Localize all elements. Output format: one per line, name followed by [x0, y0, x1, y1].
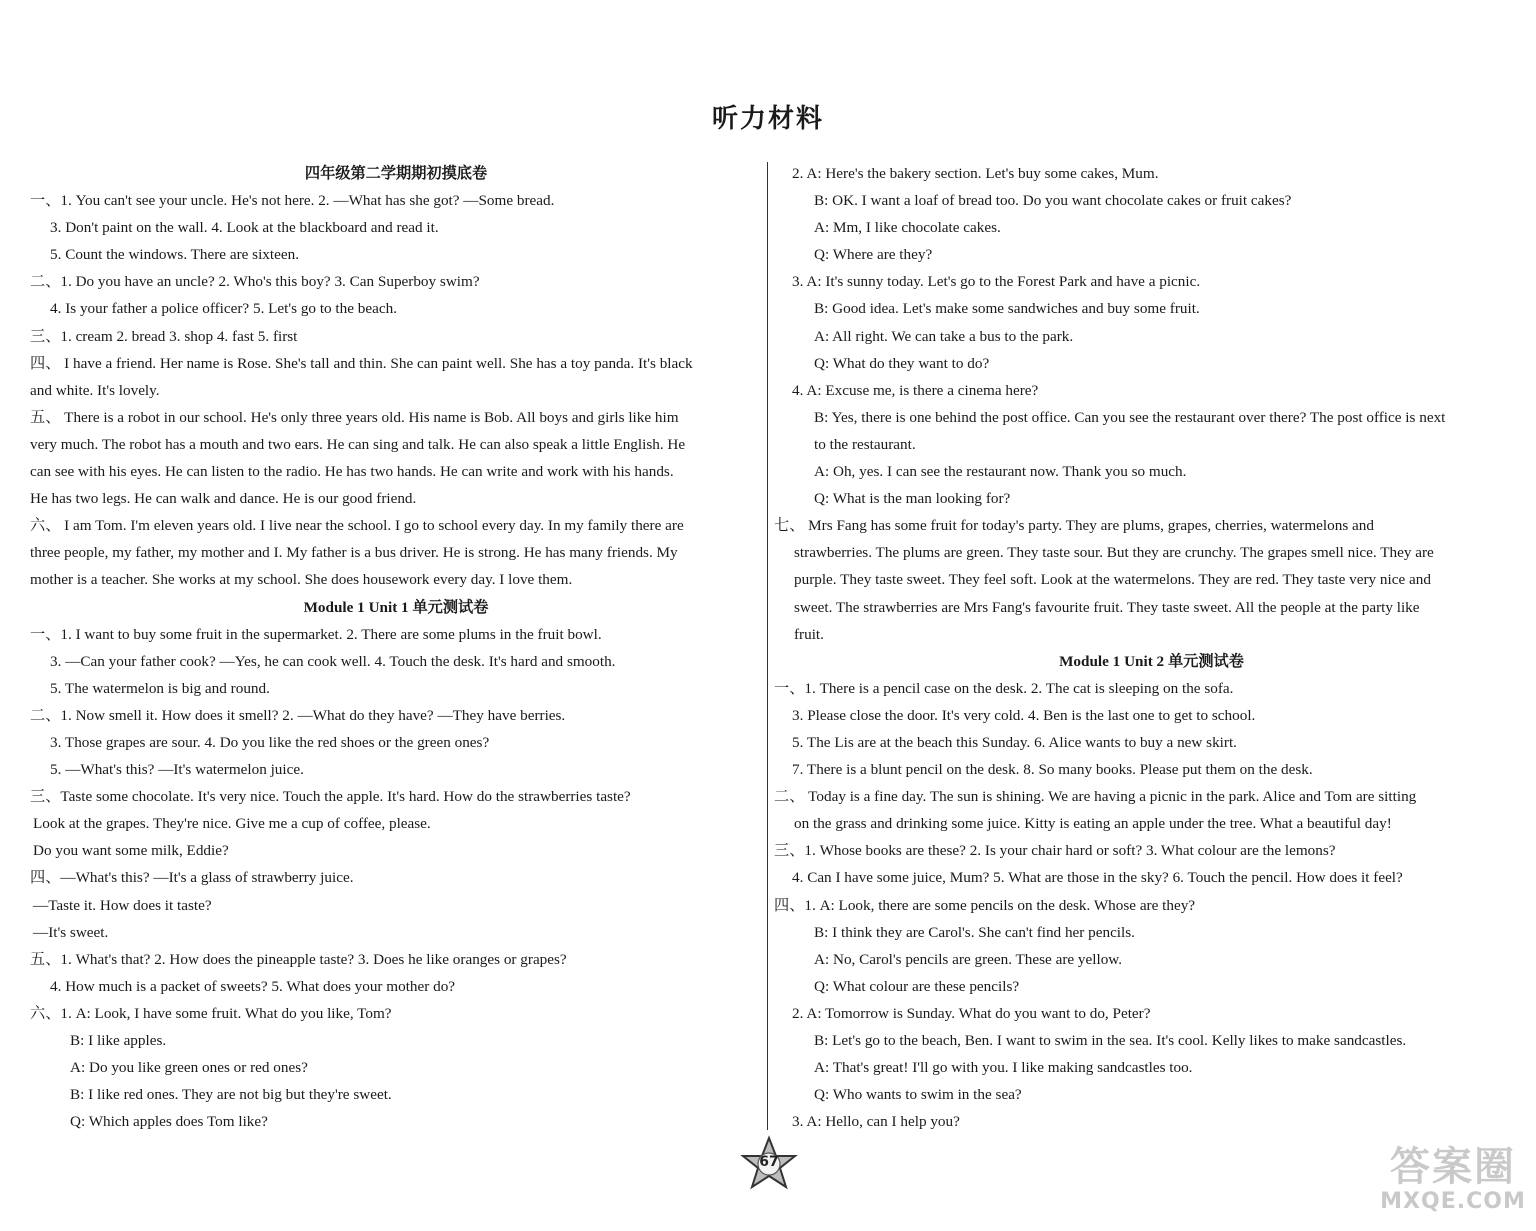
text-line: B: OK. I want a loaf of bread too. Do you want chocolate cakes or fruit cakes? [814, 192, 1292, 210]
text-line: —Taste it. How does it taste? [33, 896, 212, 914]
text-line: A: Mm, I like chocolate cakes. [814, 219, 1001, 237]
text-line: 4. Can I have some juice, Mum? 5. What are those in the sky? 6. Touch the pencil. How does it feel? [792, 869, 1403, 887]
text-line: 二、 Today is a fine day. The sun is shining. We are having a picnic in the park. Alice and Tom are sitting [774, 788, 1417, 806]
text-line: 四、—What's this? —It's a glass of strawberry juice. [30, 869, 354, 887]
text-line: very much. The robot has a mouth and two ears. He can sing and talk. He can also speak a little English. He [30, 435, 686, 453]
text-line: can see with his eyes. He can listen to the radio. He has two hands. He can write and work with his hands. [30, 463, 674, 481]
text-line: A: Oh, yes. I can see the restaurant now. Thank you so much. [814, 463, 1187, 481]
text-line: 三、1. Whose books are these? 2. Is your chair hard or soft? 3. What colour are the lemons? [774, 842, 1336, 860]
text-line: 三、Taste some chocolate. It's very nice. Touch the apple. It's hard. How do the strawberries taste? [30, 788, 631, 806]
text-line: 六、1. A: Look, I have some fruit. What do you like, Tom? [30, 1004, 392, 1022]
text-line: Q: What do they want to do? [814, 354, 990, 372]
text-line: 7. There is a blunt pencil on the desk. 8. So many books. Please put them on the desk. [792, 761, 1313, 779]
text-line: B: Good idea. Let's make some sandwiches and buy some fruit. [814, 300, 1200, 318]
text-line: 3. —Can your father cook? —Yes, he can cook well. 4. Touch the desk. It's hard and smooth. [50, 652, 616, 670]
text-line: 四、1. A: Look, there are some pencils on the desk. Whose are they? [774, 896, 1196, 914]
text-line: 七、 Mrs Fang has some fruit for today's party. They are plums, grapes, cherries, watermelons and [774, 517, 1374, 535]
text-line: and white. It's lovely. [30, 381, 160, 399]
text-line: 5. The Lis are at the beach this Sunday. 6. Alice wants to buy a new skirt. [792, 733, 1237, 751]
text-line: Q: Which apples does Tom like? [70, 1113, 268, 1131]
watermark-logo [1378, 1145, 1528, 1225]
text-line: 三、1. cream 2. bread 3. shop 4. fast 5. first [30, 327, 298, 345]
text-line: Q: What colour are these pencils? [814, 977, 1020, 995]
text-line: 3. Please close the door. It's very cold. 4. Ben is the last one to get to school. [792, 706, 1256, 724]
text-line: 2. A: Here's the bakery section. Let's buy some cakes, Mum. [792, 165, 1159, 182]
text-line: Q: Who wants to swim in the sea? [814, 1086, 1022, 1104]
text-line: strawberries. The plums are green. They taste sour. But they are crunchy. The grapes smell nice. They are [794, 544, 1434, 562]
column-divider [767, 162, 768, 1130]
watermark-seal: 答案圈 [1390, 1144, 1516, 1190]
text-line: 5. Count the windows. There are sixteen. [50, 246, 299, 264]
text-line: 2. A: Tomorrow is Sunday. What do you want to do, Peter? [792, 1004, 1151, 1022]
text-line: Q: What is the man looking for? [814, 490, 1011, 508]
section-heading: Module 1 Unit 2 单元测试卷 [1059, 652, 1244, 670]
text-line: —It's sweet. [33, 923, 109, 941]
section-heading: Module 1 Unit 1 单元测试卷 [303, 598, 489, 616]
text-line: purple. They taste sweet. They feel soft. Look at the watermelons. They are red. They taste very nice and [794, 571, 1431, 589]
text-line: B: Yes, there is one behind the post office. Can you see the restaurant over there? The post office is next [814, 408, 1446, 426]
text-line: 4. Is your father a police officer? 5. Let's go to the beach. [50, 300, 397, 318]
text-line: A: Do you like green ones or red ones? [70, 1059, 308, 1077]
page-number: 67 [759, 1154, 779, 1170]
text-line: 一、1. You can't see your uncle. He's not here. 2. —What has she got? —Some bread. [30, 192, 555, 210]
right-column [774, 160, 1529, 1135]
text-line: 二、1. Do you have an uncle? 2. Who's this boy? 3. Can Superboy swim? [30, 273, 480, 291]
text-line: 4. A: Excuse me, is there a cinema here? [792, 381, 1039, 399]
page-title: 听力材料 [711, 104, 824, 134]
text-line: 五、 There is a robot in our school. He's only three years old. His name is Bob. All boys and girls like him [30, 408, 679, 426]
left-column [30, 160, 762, 1135]
text-line: to the restaurant. [814, 435, 916, 453]
text-line: B: Let's go to the beach, Ben. I want to swim in the sea. It's cool. Kelly likes to make sandcastles. [814, 1032, 1407, 1049]
text-line: 五、1. What's that? 2. How does the pineapple taste? 3. Does he like oranges or grapes? [30, 950, 567, 968]
text-line: B: I think they are Carol's. She can't find her pencils. [814, 923, 1135, 941]
page-number-badge [740, 1135, 798, 1193]
text-line: 四、 I have a friend. Her name is Rose. She's tall and thin. She can paint well. She has a toy panda. It's black [30, 354, 693, 372]
text-line: 3. A: It's sunny today. Let's go to the Forest Park and have a picnic. [792, 273, 1201, 291]
text-line: fruit. [794, 625, 824, 643]
text-line: 六、 I am Tom. I'm eleven years old. I live near the school. I go to school every day. In my family there are [30, 517, 684, 535]
text-line: Look at the grapes. They're nice. Give me a cup of coffee, please. [33, 815, 431, 833]
text-line: He has two legs. He can walk and dance. He is our good friend. [30, 490, 417, 508]
text-line: B: I like red ones. They are not big but they're sweet. [70, 1086, 392, 1104]
text-line: mother is a teacher. She works at my school. She does housework every day. I love them. [30, 571, 573, 589]
text-line: Do you want some milk, Eddie? [33, 842, 229, 860]
text-line: 3. Don't paint on the wall. 4. Look at the blackboard and read it. [50, 219, 439, 237]
text-line: 3. A: Hello, can I help you? [792, 1113, 960, 1131]
text-line: sweet. The strawberries are Mrs Fang's favourite fruit. They taste sweet. All the people at the party like [794, 598, 1420, 616]
text-line: A: That's great! I'll go with you. I like making sandcastles too. [814, 1059, 1193, 1077]
text-line: 一、1. There is a pencil case on the desk. 2. The cat is sleeping on the sofa. [774, 679, 1234, 697]
watermark-url: MXQE.COM [1380, 1189, 1526, 1214]
text-line: Q: Where are they? [814, 246, 933, 264]
text-line: A: No, Carol's pencils are green. These are yellow. [814, 950, 1123, 968]
text-line: 5. —What's this? —It's watermelon juice. [50, 761, 304, 779]
text-line: 二、1. Now smell it. How does it smell? 2. —What do they have? —They have berries. [30, 706, 566, 724]
text-line: 4. How much is a packet of sweets? 5. What does your mother do? [50, 977, 456, 995]
text-line: 3. Those grapes are sour. 4. Do you like the red shoes or the green ones? [50, 733, 490, 751]
text-line: 一、1. I want to buy some fruit in the supermarket. 2. There are some plums in the fruit bowl. [30, 625, 602, 643]
text-line: 5. The watermelon is big and round. [50, 679, 270, 697]
text-line: three people, my father, my mother and I. My father is a bus driver. He is strong. He has many friends. My [30, 544, 678, 562]
text-line: A: All right. We can take a bus to the park. [814, 327, 1074, 345]
text-line: on the grass and drinking some juice. Kitty is eating an apple under the tree. What a beautiful day! [794, 815, 1392, 833]
section-heading: 四年级第二学期期初摸底卷 [304, 165, 488, 182]
text-line: B: I like apples. [70, 1032, 167, 1049]
